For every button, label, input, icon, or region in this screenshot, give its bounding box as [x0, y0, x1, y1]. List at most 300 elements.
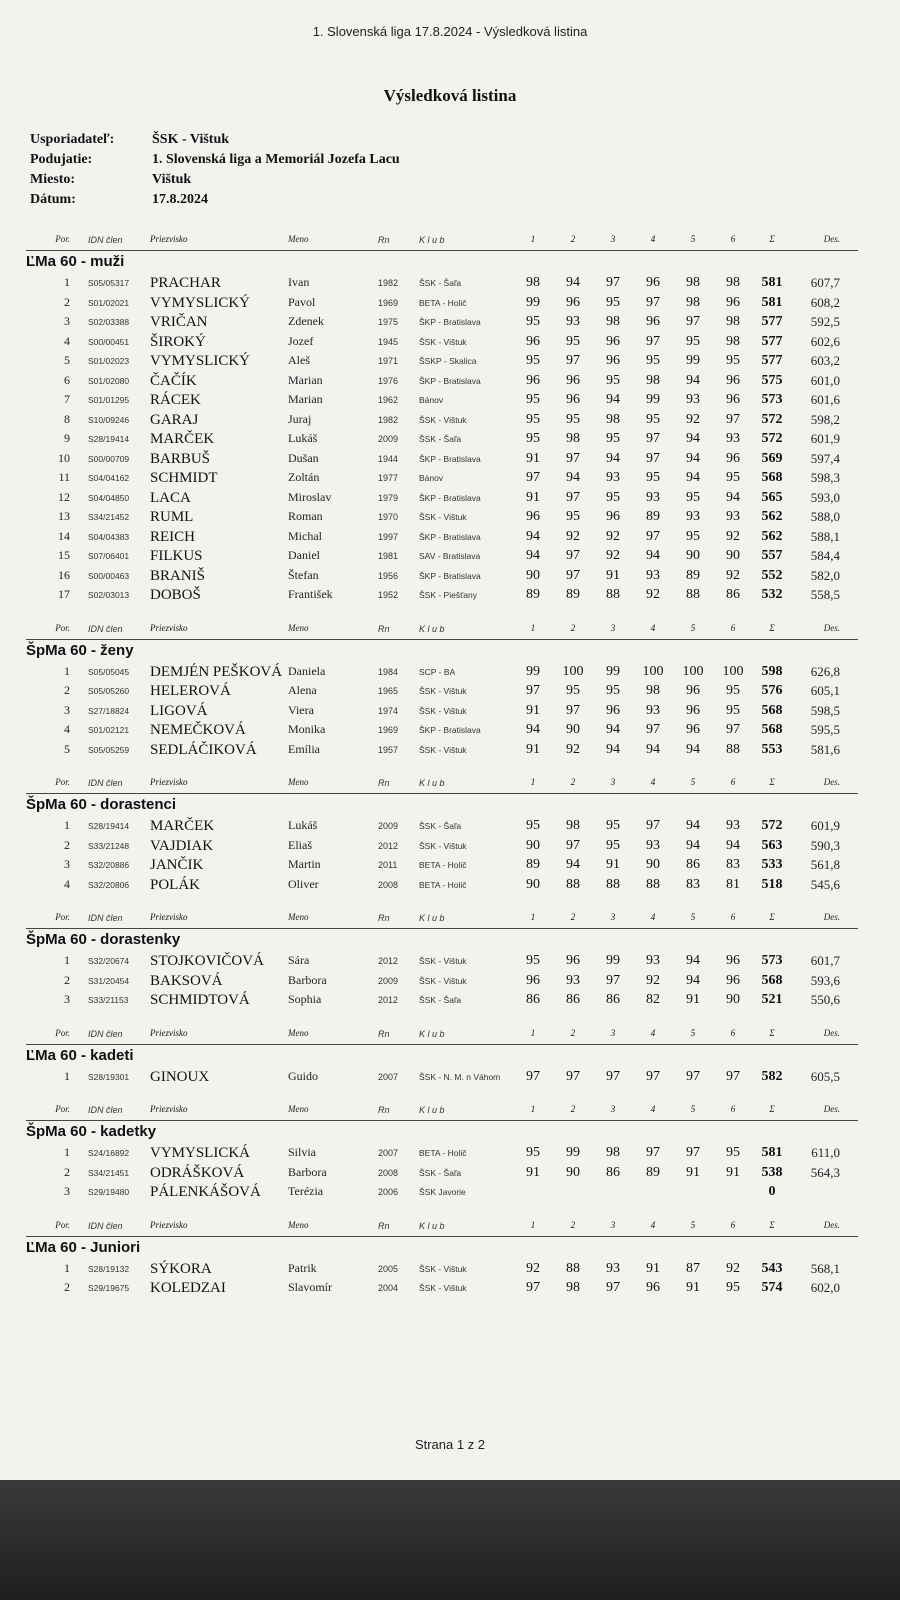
series-score: 96	[726, 953, 740, 968]
series-score: 99	[686, 353, 700, 368]
column-header-idn: IDN člen	[88, 623, 123, 634]
first-name: Juraj	[288, 411, 312, 426]
rank: 10	[58, 450, 70, 465]
section-gap	[26, 1010, 858, 1024]
column-header-row	[26, 230, 858, 251]
series-score: 99	[646, 392, 660, 407]
total-score: 568	[761, 972, 783, 988]
total-score: 538	[761, 1164, 783, 1180]
column-header-s5: 5	[690, 1027, 696, 1038]
column-header-priezvisko: Priezvisko	[150, 622, 188, 633]
series-score: 97	[606, 275, 620, 290]
column-header-s3: 3	[610, 1104, 616, 1114]
series-score: 97	[566, 702, 580, 718]
series-score: 95	[606, 818, 620, 833]
column-header-des: Des.	[823, 777, 840, 787]
total-score: 573	[761, 392, 783, 407]
surname: PÁLENKÁŠOVÁ	[150, 1184, 261, 1200]
birth-year: 1982	[378, 414, 399, 425]
club: Bánov	[419, 395, 444, 405]
surname: STOJKOVIČOVÁ	[150, 953, 264, 969]
club: ŠSK - Šaľa	[419, 434, 462, 444]
birth-year: 2009	[378, 821, 399, 831]
club: SCP - BA	[419, 666, 456, 677]
column-header-s3: 3	[610, 622, 616, 633]
series-score: 94	[606, 722, 620, 737]
series-score: 90	[646, 857, 660, 872]
series-score: 86	[606, 992, 620, 1007]
series-score: 96	[726, 392, 740, 407]
series-score: 82	[646, 992, 660, 1007]
birth-year: 1945	[378, 336, 399, 347]
idn-member-id: S01/02023	[88, 356, 130, 366]
series-score: 97	[646, 722, 660, 737]
series-score: 97	[646, 431, 660, 446]
series-score: 93	[726, 818, 740, 833]
column-header-s5: 5	[690, 1104, 696, 1114]
series-score: 96	[606, 333, 620, 349]
rank: 8	[64, 411, 70, 426]
series-score: 94	[606, 741, 620, 757]
first-name: Lukáš	[288, 818, 318, 832]
rank: 4	[64, 722, 70, 736]
series-score: 89	[526, 587, 540, 602]
column-header-row	[26, 1024, 858, 1045]
series-score: 97	[726, 1068, 740, 1084]
column-header-meno: Meno	[288, 234, 309, 244]
surname: SCHMIDTOVÁ	[150, 992, 250, 1008]
series-score: 95	[526, 392, 540, 407]
idn-member-id: S02/03013	[88, 590, 130, 600]
column-header-priezvisko: Priezvisko	[150, 1027, 188, 1038]
series-score: 95	[646, 411, 660, 427]
series-score: 97	[606, 1280, 620, 1295]
series-score: 94	[646, 548, 660, 563]
series-score: 95	[726, 1280, 740, 1295]
series-score: 98	[726, 314, 740, 329]
column-header-s1: 1	[530, 1104, 536, 1114]
birth-year: 1984	[378, 666, 399, 677]
page-footer: Strana 1 z 2	[414, 1437, 486, 1452]
column-header-s6: 6	[730, 622, 736, 633]
rank: 15	[58, 548, 70, 562]
club: ŠSK - Vištuk	[419, 1263, 467, 1274]
idn-member-id: S01/01295	[88, 395, 130, 405]
series-score: 96	[566, 392, 580, 407]
series-score: 86	[726, 587, 740, 602]
result-row	[26, 507, 858, 527]
birth-year: 1956	[378, 570, 399, 581]
series-score: 92	[526, 1260, 540, 1276]
series-score: 97	[646, 294, 660, 310]
decimal-score: 602,6	[810, 333, 840, 349]
series-score: 91	[526, 489, 540, 505]
rank: 1	[64, 953, 70, 967]
series-score: 96	[726, 372, 740, 388]
first-name: Guido	[288, 1068, 318, 1083]
series-score: 94	[686, 431, 700, 446]
series-score: 97	[686, 1068, 700, 1084]
series-score: 95	[726, 353, 740, 368]
series-score: 90	[686, 548, 700, 563]
series-score: 95	[686, 333, 700, 349]
total-score: 521	[761, 992, 783, 1007]
column-header-priezvisko: Priezvisko	[150, 777, 188, 787]
rank: 11	[58, 470, 70, 484]
decimal-score: 597,4	[810, 450, 840, 466]
birth-year: 1965	[378, 686, 399, 696]
series-score: 98	[566, 1280, 580, 1295]
series-score: 96	[686, 683, 700, 698]
series-score: 88	[566, 876, 580, 892]
series-score: 96	[726, 972, 740, 988]
total-score: 581	[761, 1145, 783, 1160]
series-score: 100	[562, 663, 584, 679]
series-score: 97	[646, 1145, 660, 1160]
column-header-sum: Σ	[769, 1027, 775, 1038]
result-row	[26, 488, 858, 508]
series-score: 98	[566, 431, 580, 446]
club: Bánov	[419, 473, 444, 483]
rank: 1	[64, 663, 70, 678]
idn-member-id: S28/19414	[88, 434, 130, 444]
series-score: 93	[646, 702, 660, 718]
series-score: 96	[526, 372, 540, 388]
column-header-por: Por.	[55, 1104, 70, 1114]
decimal-score: 603,2	[810, 353, 840, 368]
surname: GINOUX	[150, 1068, 210, 1085]
column-header-des: Des.	[823, 912, 840, 922]
first-name: Alena	[288, 683, 317, 697]
first-name: Oliver	[288, 876, 319, 891]
surname: BRANIŠ	[150, 567, 206, 584]
surname: VAJDIAK	[150, 837, 214, 854]
decimal-score: 601,0	[810, 372, 840, 388]
series-score: 89	[566, 587, 580, 602]
series-score: 91	[526, 1164, 540, 1180]
result-row	[26, 312, 858, 332]
series-score: 95	[526, 953, 540, 968]
meta-row	[30, 192, 400, 212]
idn-member-id: S05/05259	[88, 744, 130, 755]
column-header-por: Por.	[55, 622, 70, 633]
series-score: 94	[646, 741, 660, 757]
column-header-s6: 6	[730, 1027, 736, 1038]
idn-member-id: S31/20454	[88, 975, 130, 986]
birth-year: 1952	[378, 590, 399, 600]
series-score: 96	[646, 1280, 660, 1295]
result-row	[26, 429, 858, 449]
series-score: 95	[526, 314, 540, 329]
series-score: 90	[566, 722, 580, 737]
column-header-rn: Rn	[378, 1220, 390, 1231]
series-score: 91	[526, 450, 540, 466]
column-header-s5: 5	[690, 1219, 696, 1230]
series-score: 96	[686, 702, 700, 718]
series-score: 99	[526, 663, 540, 679]
series-score: 94	[686, 818, 700, 833]
series-score: 94	[566, 275, 580, 290]
series-score: 91	[686, 1280, 700, 1295]
section-title: ŠpMa 60 - dorastenky	[26, 931, 181, 948]
surname: ODRÁŠKOVÁ	[150, 1164, 245, 1181]
series-score: 95	[606, 294, 620, 310]
column-header-des: Des.	[823, 234, 840, 244]
total-score: 552	[761, 567, 783, 583]
series-score: 97	[726, 411, 740, 427]
surname: FILKUS	[150, 548, 203, 564]
surname: SEDLÁČIKOVÁ	[150, 741, 257, 758]
column-header-por: Por.	[55, 912, 70, 922]
club: ŠSK - Šaľa	[419, 278, 462, 288]
series-score: 98	[726, 333, 740, 349]
rank: 1	[64, 818, 70, 832]
series-score: 90	[526, 567, 540, 583]
column-header-meno: Meno	[288, 622, 309, 633]
first-name: Daniel	[288, 548, 320, 562]
club: ŠKP - Bratislava	[419, 317, 481, 327]
result-row	[26, 855, 858, 875]
series-score: 95	[526, 818, 540, 833]
column-header-s1: 1	[530, 622, 536, 633]
surname: SCHMIDT	[150, 470, 218, 486]
series-score: 96	[566, 372, 580, 388]
series-score: 93	[646, 837, 660, 853]
total-score: 577	[761, 353, 783, 368]
club: ŠKP - Bratislava	[419, 570, 481, 581]
result-row	[26, 566, 858, 586]
result-row	[26, 1067, 858, 1087]
first-name: Štefan	[288, 567, 319, 582]
column-header-priezvisko: Priezvisko	[150, 1219, 188, 1230]
column-header-meno: Meno	[288, 1104, 309, 1114]
total-score: 577	[761, 314, 783, 329]
birth-year: 2005	[378, 1263, 399, 1274]
series-score: 94	[526, 528, 540, 544]
total-score: 598	[761, 663, 783, 679]
idn-member-id: S05/05317	[88, 278, 130, 288]
idn-member-id: S33/21153	[88, 995, 129, 1005]
decimal-score: 607,7	[810, 275, 840, 290]
meta-row	[30, 152, 400, 172]
column-header-s1: 1	[530, 777, 536, 787]
surname: VYMYSLICKÝ	[150, 294, 251, 311]
series-score: 90	[526, 837, 540, 853]
surname: ŠIROKÝ	[150, 333, 206, 350]
rank: 2	[64, 837, 70, 852]
first-name: Sophia	[288, 992, 322, 1006]
column-header-s4: 4	[650, 912, 656, 922]
idn-member-id: S33/21248	[88, 840, 130, 851]
decimal-score: 581,6	[810, 741, 840, 757]
rank: 13	[58, 509, 70, 523]
total-score: 572	[761, 431, 783, 446]
column-header-s1: 1	[530, 1219, 536, 1230]
result-row	[26, 449, 858, 469]
series-score: 95	[646, 353, 660, 368]
rank: 17	[58, 587, 70, 601]
club: ŠSK - N. M. n Váhom	[419, 1071, 501, 1082]
club: ŠSK - Vištuk	[419, 414, 467, 425]
event-meta	[30, 132, 400, 212]
column-header-sum: Σ	[769, 777, 775, 787]
rank: 4	[64, 333, 70, 348]
total-score: 573	[761, 953, 783, 968]
series-score: 91	[606, 567, 620, 583]
birth-year: 1944	[378, 453, 399, 464]
surname: DEMJÉN PEŠKOVÁ	[150, 663, 283, 680]
surname: MARČEK	[150, 818, 215, 834]
series-score: 92	[646, 587, 660, 602]
series-score: 99	[526, 294, 540, 310]
surname: BAKSOVÁ	[150, 972, 223, 989]
series-score: 95	[606, 837, 620, 853]
rank: 2	[64, 972, 70, 987]
series-score: 97	[646, 818, 660, 833]
club: BETA - Holič	[419, 1148, 467, 1158]
birth-year: 2007	[378, 1071, 399, 1082]
surname: GARAJ	[150, 411, 199, 428]
total-score: 568	[761, 702, 783, 718]
series-score: 91	[646, 1260, 660, 1276]
section-title: ŠpMa 60 - ženy	[26, 641, 134, 659]
first-name: Martin	[288, 857, 321, 871]
first-name: Eliaš	[288, 837, 312, 852]
idn-member-id: S04/04850	[88, 492, 130, 503]
result-row	[26, 951, 858, 971]
meta-value: 17.8.2024	[152, 192, 208, 207]
surname: NEMEČKOVÁ	[150, 722, 246, 738]
surname: ČAČÍK	[150, 372, 197, 389]
idn-member-id: S29/19480	[88, 1187, 130, 1197]
background-surface	[0, 1480, 900, 1600]
result-row	[26, 836, 858, 856]
series-score: 90	[726, 992, 740, 1007]
series-score: 97	[526, 1280, 540, 1295]
series-score: 97	[646, 1068, 660, 1084]
series-score: 89	[686, 567, 700, 583]
first-name: Silvia	[288, 1145, 317, 1159]
idn-member-id: S28/19414	[88, 821, 130, 831]
idn-member-id: S28/19301	[88, 1071, 130, 1082]
first-name: Sára	[288, 953, 310, 967]
total-score: 533	[761, 857, 783, 872]
birth-year: 2012	[378, 840, 399, 851]
club: ŠKP - Bratislava	[419, 375, 481, 386]
series-score: 94	[686, 953, 700, 968]
club: BETA - Holič	[419, 860, 467, 870]
column-header-s4: 4	[650, 777, 656, 787]
series-score: 96	[526, 509, 540, 524]
series-score: 96	[606, 702, 620, 718]
result-row	[26, 681, 858, 701]
club: ŠSK - Šaľa	[419, 821, 462, 831]
surname: RUML	[150, 509, 194, 525]
series-score: 96	[726, 450, 740, 466]
series-score: 97	[566, 548, 580, 563]
meta-label: Podujatie:	[30, 152, 93, 167]
series-score: 93	[686, 392, 700, 407]
result-row	[26, 990, 858, 1010]
birth-year: 1982	[378, 278, 399, 288]
series-score: 94	[686, 837, 700, 853]
series-score: 96	[646, 275, 660, 290]
idn-member-id: S04/04162	[88, 473, 130, 483]
column-header-s2: 2	[570, 1027, 576, 1038]
series-score: 93	[726, 431, 740, 446]
column-header-klub: K l u b	[419, 778, 445, 788]
result-row	[26, 1182, 858, 1202]
column-header-des: Des.	[823, 1104, 840, 1114]
first-name: Patrik	[288, 1260, 317, 1275]
series-score: 91	[686, 1164, 700, 1180]
column-header-klub: K l u b	[419, 1105, 445, 1115]
section-title: ĽMa 60 - Juniori	[26, 1238, 141, 1256]
column-header-klub: K l u b	[419, 1220, 445, 1231]
column-header-sum: Σ	[769, 912, 775, 922]
birth-year: 2012	[378, 956, 399, 966]
column-header-s6: 6	[730, 1104, 736, 1114]
rank: 2	[64, 294, 70, 309]
total-score: 0	[768, 1184, 776, 1199]
column-header-rn: Rn	[378, 1105, 390, 1115]
series-score: 92	[686, 411, 700, 427]
series-score: 83	[726, 857, 740, 872]
first-name: Slavomír	[288, 1280, 332, 1294]
idn-member-id: S00/00709	[88, 453, 130, 464]
birth-year: 2007	[378, 1148, 399, 1158]
series-score: 92	[566, 741, 580, 757]
first-name: Pavol	[288, 294, 316, 309]
series-score: 87	[686, 1260, 700, 1276]
column-header-s5: 5	[690, 777, 696, 787]
column-header-idn: IDN člen	[88, 778, 123, 788]
series-score: 88	[686, 587, 700, 602]
series-score: 97	[726, 722, 740, 737]
total-score: 572	[761, 818, 783, 833]
series-score: 95	[686, 489, 700, 505]
decimal-score: 601,6	[810, 392, 840, 407]
column-header-por: Por.	[55, 1027, 70, 1038]
series-score: 97	[566, 489, 580, 505]
birth-year: 2009	[378, 434, 399, 444]
series-score: 95	[726, 1145, 740, 1160]
surname: HELEROVÁ	[150, 683, 231, 699]
column-header-idn: IDN člen	[88, 913, 123, 923]
column-header-por: Por.	[55, 777, 70, 787]
total-score: 565	[761, 489, 783, 505]
series-score: 94	[606, 392, 620, 407]
series-score: 97	[686, 1145, 700, 1160]
column-header-row	[26, 619, 858, 640]
idn-member-id: S01/02021	[88, 297, 130, 308]
series-score: 93	[686, 509, 700, 524]
first-name: František	[288, 587, 333, 601]
rank: 5	[64, 353, 70, 367]
meta-row	[30, 172, 400, 192]
idn-member-id: S05/05260	[88, 686, 130, 696]
decimal-score: 626,8	[810, 663, 840, 679]
idn-member-id: S04/04383	[88, 531, 130, 542]
series-score: 95	[606, 489, 620, 505]
series-score: 98	[566, 818, 580, 833]
first-name: Lukáš	[288, 431, 318, 445]
series-score: 95	[526, 1145, 540, 1160]
idn-member-id: S27/18824	[88, 705, 130, 716]
series-score: 95	[606, 431, 620, 446]
series-score: 92	[606, 528, 620, 544]
series-score: 98	[686, 275, 700, 290]
